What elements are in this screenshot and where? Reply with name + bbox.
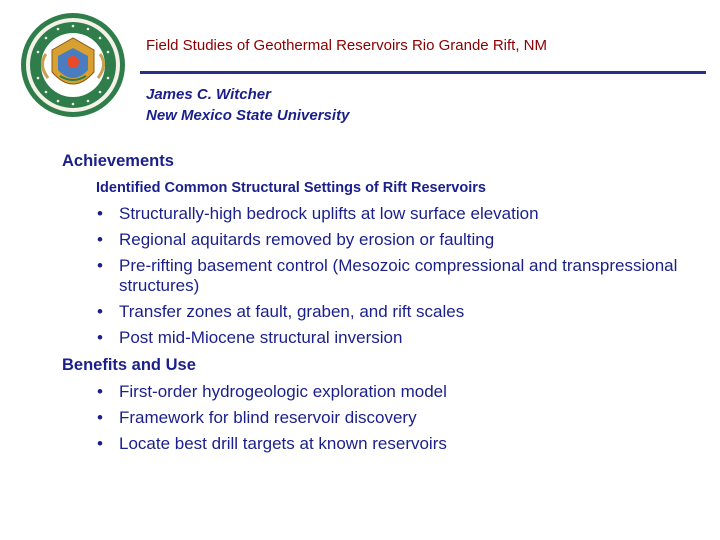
- achievements-list: [95, 204, 702, 348]
- slide-body: [62, 150, 702, 460]
- list-item-text: Structurally-high bedrock uplifts at low surface elevation: [119, 204, 539, 223]
- department-of-energy-seal-icon: [18, 10, 128, 120]
- list-item-text: Regional aquitards removed by erosion or faulting: [119, 230, 495, 249]
- list-item: • Locate best drill targets at known reservoirs: [97, 434, 447, 453]
- list-item-text: Framework for blind reservoir discovery: [119, 408, 417, 427]
- list-item: • Transfer zones at fault, graben, and rift scales: [97, 302, 465, 321]
- list-item: • Framework for blind reservoir discovery: [97, 408, 417, 427]
- list-item-text: Post mid-Miocene structural inversion: [119, 328, 403, 347]
- list-item: • Post mid-Miocene structural inversion: [97, 328, 403, 347]
- affiliation: New Mexico State University: [146, 107, 350, 124]
- list-item: • Structurally-high bedrock uplifts at low surface elevation: [97, 204, 539, 223]
- achievements-heading: Achievements: [62, 152, 174, 170]
- benefits-list: [95, 382, 702, 454]
- title-divider: [140, 71, 706, 74]
- list-item: • Pre-rifting basement control (Mesozoic compressional and transpressional structures): [97, 256, 678, 295]
- list-item-text: Transfer zones at fault, graben, and rift scales: [119, 302, 465, 321]
- list-item-text: Pre-rifting basement control (Mesozoic compressional and transpressional structures): [119, 256, 678, 295]
- achievements-subheading: Identified Common Structural Settings of Rift Reservoirs: [96, 180, 486, 196]
- list-item: • Regional aquitards removed by erosion or faulting: [97, 230, 495, 249]
- benefits-heading: Benefits and Use: [62, 356, 196, 374]
- author-block: [146, 84, 349, 126]
- list-item: • First-order hydrogeologic exploration model: [97, 382, 447, 401]
- list-item-text: Locate best drill targets at known reservoirs: [119, 434, 447, 453]
- list-item-text: First-order hydrogeologic exploration model: [119, 382, 447, 401]
- slide-title: Field Studies of Geothermal Reservoirs Rio Grande Rift, NM: [146, 37, 547, 54]
- author-name: James C. Witcher: [146, 86, 271, 103]
